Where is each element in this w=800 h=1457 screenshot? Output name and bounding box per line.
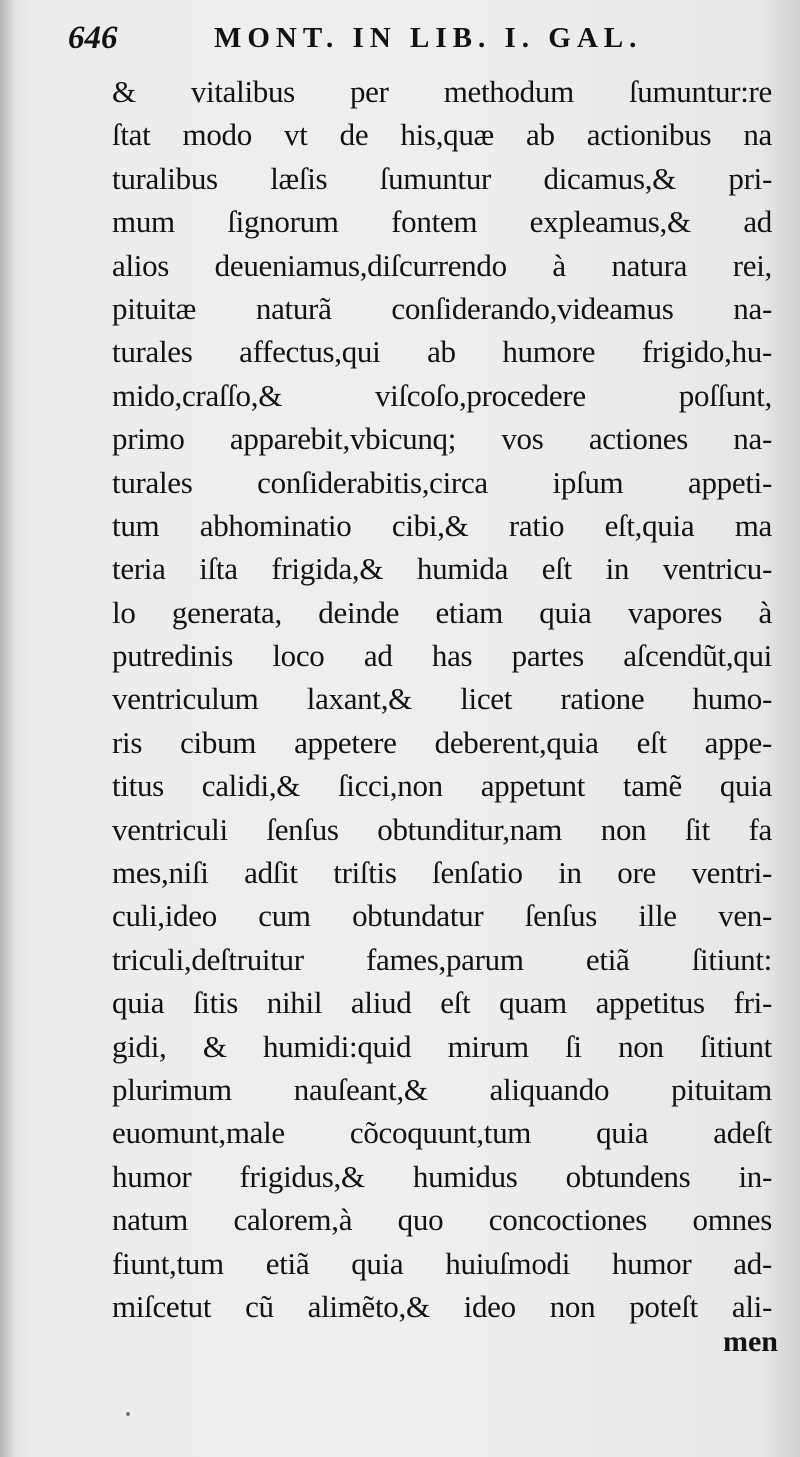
body-text xyxy=(112,70,772,1328)
text-line: gidi, & humidi:quid mirum ſi non ſitiunt xyxy=(112,1028,772,1064)
text-line: ris cibum appetere deberent,quia eſt appe- xyxy=(112,724,772,760)
page-header xyxy=(68,16,708,60)
text-line: primo apparebit,vbicunq; vos actiones na- xyxy=(112,421,772,457)
text-line: mido,craſſo,& viſcoſo,procedere poſſunt, xyxy=(112,377,772,413)
text-line: quia ſitis nihil aliud eſt quam appetitus fri- xyxy=(112,985,772,1021)
running-head: MONT. IN LIB. I. GAL. xyxy=(214,22,643,54)
text-line: triculi,deſtruitur fames,parum etiã ſitiunt: xyxy=(112,941,772,977)
text-line: turalibus læſis ſumuntur dicamus,& pri- xyxy=(112,160,772,196)
text-line: titus calidi,& ſicci,non appetunt tamẽ quia xyxy=(112,768,772,804)
text-line: miſcetut cũ alimẽto,& ideo non poteſt ali- xyxy=(112,1288,772,1324)
text-line: ſtat modo vt de his,quæ ab actionibus na xyxy=(112,117,772,153)
text-line: humor frigidus,& humidus obtundens in- xyxy=(112,1158,772,1194)
text-line: natum calorem,à quo concoctiones omnes xyxy=(112,1202,772,1238)
text-line: turales conſiderabitis,circa ipſum appeti- xyxy=(112,464,772,500)
text-line: teria iſta frigida,& humida eſt in ventricu- xyxy=(112,551,772,587)
text-line: plurimum nauſeant,& aliquando pituitam xyxy=(112,1071,772,1107)
text-line: mum ſignorum fontem expleamus,& ad xyxy=(112,204,772,240)
ink-speck xyxy=(126,1412,130,1416)
catchword: men xyxy=(723,1325,778,1358)
gutter-shadow xyxy=(0,0,14,1457)
text-line: & vitalibus per methodum ſumuntur:re xyxy=(112,74,772,109)
text-line: ventriculi ſenſus obtunditur,nam non ſit fa xyxy=(112,811,772,847)
text-line: culi,ideo cum obtundatur ſenſus ille ven- xyxy=(112,898,772,934)
text-line: ventriculum laxant,& licet ratione humo- xyxy=(112,681,772,717)
text-line: pituitæ naturã conſiderando,videamus na- xyxy=(112,290,772,326)
text-line: lo generata, deinde etiam quia vapores à xyxy=(112,594,772,630)
page-number: 646 xyxy=(68,20,118,56)
text-line: mes,niſi adſit triſtis ſenſatio in ore ventri- xyxy=(112,855,772,891)
text-line: turales affectus,qui ab humore frigido,hu- xyxy=(112,334,772,370)
text-line: euomunt,male cõcoquunt,tum quia adeſt xyxy=(112,1115,772,1151)
text-line: fiunt,tum etiã quia huiuſmodi humor ad- xyxy=(112,1245,772,1281)
text-line: putredinis loco ad has partes aſcendũt,qui xyxy=(112,638,772,674)
text-line: tum abhominatio cibi,& ratio eſt,quia ma xyxy=(112,507,772,543)
text-line: alios deueniamus,diſcurrendo à natura rei, xyxy=(112,247,772,283)
